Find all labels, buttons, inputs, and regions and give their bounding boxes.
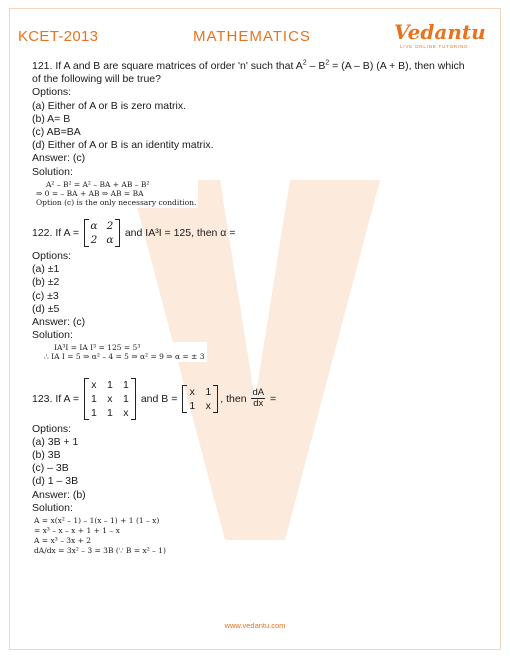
option-item: (a) ±1 xyxy=(32,263,60,276)
q122-text: 122. If A = α 2 2 α and IA³I = 125, then α = xyxy=(32,220,236,247)
solution-block: A = x(x² – 1) – 1(x – 1) + 1 (1 – x) = x³ – x – x + 1 + 1 – x A = x³ – 3x + 2 dA/dx = 3x² – 3 = 3B (∵ B = x² – 1) xyxy=(34,516,166,556)
option-item: (d) Either of A or B is an identity matrix. xyxy=(32,139,214,152)
q121-text: 121. If A and B are square matrices of order 'n' such that $A^2 - B^2 = (A - B) (A + B)$, then which xyxy=(32,59,465,72)
exam-title: KCET-2013 xyxy=(18,28,99,45)
answer: Answer: (c) xyxy=(32,316,86,329)
matrix-a: x 1 1 1 x 1 1 1 x xyxy=(84,378,136,420)
logo-wordmark: Vedantu xyxy=(394,20,486,44)
options-label: Options: xyxy=(32,422,72,435)
derivative-fraction: $\frac{dA}{dx}$ xyxy=(252,387,265,410)
option-item: (d) ±5 xyxy=(32,302,60,315)
q123-text: 123. If A = x 1 1 1 x 1 1 1 x and B = x 1 1 x , then $\frac{dA}{dx}$ = xyxy=(32,378,277,419)
q121-text-line2: of the following will be true? xyxy=(32,73,161,86)
questions-content xyxy=(32,60,472,557)
question-122 xyxy=(32,219,472,364)
vedantu-logo[interactable] xyxy=(394,20,484,52)
answer: Answer: (b) xyxy=(32,488,86,501)
matrix-b: x 1 1 x xyxy=(182,385,218,413)
option-item: (c) ±3 xyxy=(32,289,59,302)
subject-title: MATHEMATICS xyxy=(193,28,311,45)
option-item: (b) ±2 xyxy=(32,276,60,289)
option-item: (b) A= B xyxy=(32,112,71,125)
solution-label: Solution: xyxy=(32,165,73,178)
option-item: (c) – 3B xyxy=(32,462,69,475)
question-123 xyxy=(32,378,472,558)
logo-tagline: LIVE ONLINE TUTORING xyxy=(400,44,469,49)
page-header xyxy=(18,20,496,50)
option-item: (b) 3B xyxy=(32,449,61,462)
option-item: (c) AB=BA xyxy=(32,126,81,139)
answer: Answer: (c) xyxy=(32,152,86,165)
matrix-a: α 2 2 α xyxy=(84,219,120,247)
question-121 xyxy=(32,60,472,209)
solution-label: Solution: xyxy=(32,329,73,342)
options-label: Options: xyxy=(32,250,72,263)
solution-label: Solution: xyxy=(32,501,73,514)
option-item: (d) 1 – 3B xyxy=(32,475,79,488)
option-item: (a) Either of A or B is zero matrix. xyxy=(32,99,187,112)
solution-block: A² – B² = A² – BA + AB – B² ⇒ 0 = – BA + AB ⇒ AB = BA Option (c) is the only necessary condition. xyxy=(36,179,197,207)
footer-website-link[interactable]: www.vedantu.com xyxy=(224,621,286,630)
solution-block: IA³I = IA I³ = 125 = 5³ ∴ IA I = 5 ⇒ α² – 4 = 5 ⇒ α² = 9 ⇒ α = ± 3 xyxy=(44,343,205,362)
option-item: (a) 3B + 1 xyxy=(32,435,79,448)
options-label: Options: xyxy=(32,86,72,99)
